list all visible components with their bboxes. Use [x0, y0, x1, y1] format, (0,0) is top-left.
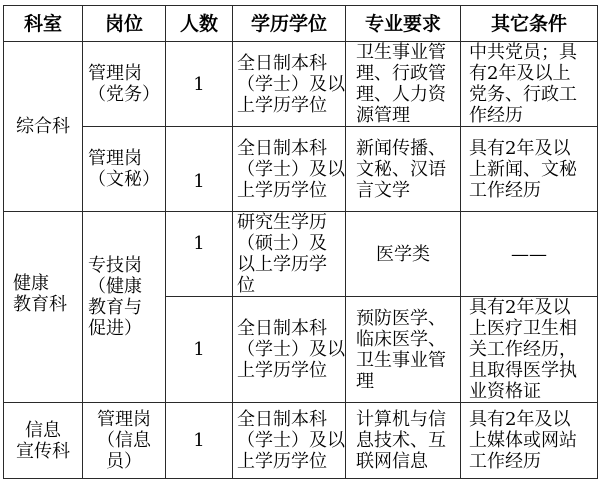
other-requirements-cell: 具有2年及以 上媒体或网站 工作经历: [461, 403, 598, 479]
other-requirements-cell: ——: [461, 212, 598, 297]
recruitment-table: [3, 5, 598, 479]
other-requirements-cell: 具有2年及以 上新闻、文秘 工作经历: [461, 127, 598, 212]
table-row: [4, 42, 598, 127]
table-row: [4, 127, 598, 212]
count-cell: 1: [166, 42, 233, 127]
header-position: 岗位: [83, 6, 166, 42]
education-cell: 全日制本科 （学士）及以 上学历学位: [233, 42, 346, 127]
major-cell: 医学类: [346, 212, 461, 297]
other-requirements-cell: 具有2年及以 上医疗卫生相 关工作经历， 且取得医学执 业资格证: [461, 297, 598, 403]
header-department: 科室: [4, 6, 83, 42]
position-cell: 专技岗 （健康 教育与 促进）: [83, 212, 166, 403]
department-cell: 综合科: [4, 42, 83, 212]
position-cell: 管理岗 （信息 员）: [83, 403, 166, 479]
education-cell: 全日制本科 （学士）及以 上学历学位: [233, 403, 346, 479]
education-cell: 全日制本科 （学士）及以 上学历学位: [233, 297, 346, 403]
header-major: 专业要求: [346, 6, 461, 42]
header-other: 其它条件: [461, 6, 598, 42]
department-cell: 信息 宣传科: [4, 403, 83, 479]
major-cell: 卫生事业管 理、行政管 理、人力资 源管理: [346, 42, 461, 127]
major-cell: 预防医学、 临床医学、 卫生事业管 理: [346, 297, 461, 403]
count-cell: 1: [166, 212, 233, 297]
position-cell: 管理岗 （文秘）: [83, 127, 166, 212]
count-cell: 1: [166, 403, 233, 479]
header-education: 学历学位: [233, 6, 346, 42]
header-row: [4, 6, 598, 42]
other-requirements-cell: 中共党员；具 有2年及以上 党务、行政工 作经历: [461, 42, 598, 127]
education-cell: 全日制本科 （学士）及以 上学历学位: [233, 127, 346, 212]
position-cell: 管理岗 （党务）: [83, 42, 166, 127]
education-cell: 研究生学历 （硕士）及 以上学历学 位: [233, 212, 346, 297]
table-row: [4, 403, 598, 479]
major-cell: 新闻传播、 文秘、汉语 言文学: [346, 127, 461, 212]
count-cell: 1: [166, 297, 233, 403]
header-count: 人数: [166, 6, 233, 42]
table-row: [4, 212, 598, 297]
major-cell: 计算机与信 息技术、互 联网信息: [346, 403, 461, 479]
department-cell: 健康 教育科: [4, 212, 83, 403]
count-cell: 1: [166, 127, 233, 212]
